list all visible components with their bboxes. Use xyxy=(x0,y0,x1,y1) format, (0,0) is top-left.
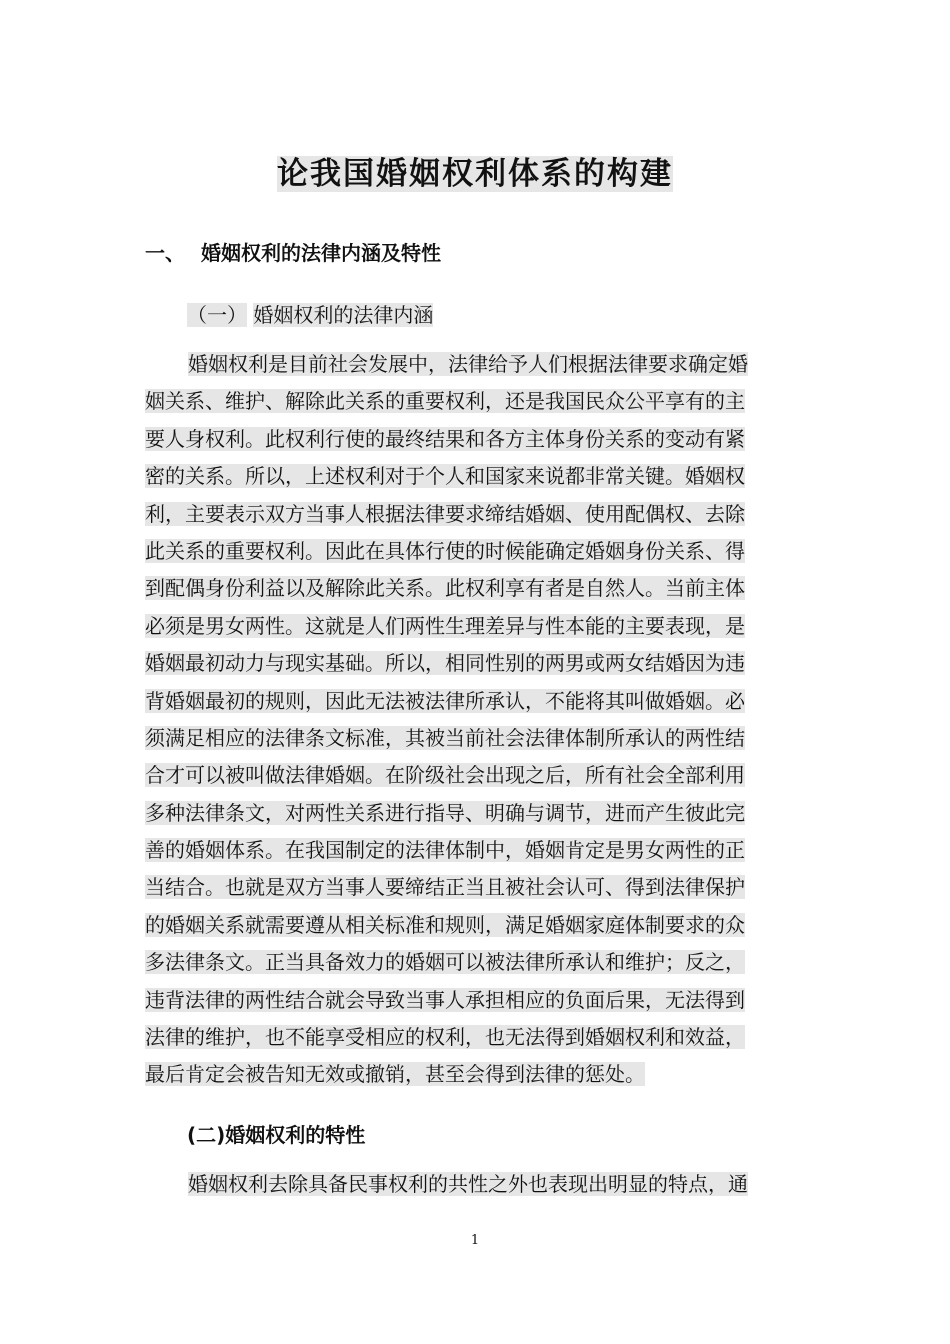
paragraph-line: 要人身权利。此权利行使的最终结果和各方主体身份关系的变动有紧 xyxy=(145,426,745,451)
subsection-heading-text: (二)婚姻权利的特性 xyxy=(187,1123,366,1147)
paragraph-line: 此关系的重要权利。因此在具体行使的时候能确定婚姻身份关系、得 xyxy=(145,538,745,563)
paragraph-line: 婚姻权利去除具备民事权利的共性之外也表现出明显的特点，通 xyxy=(188,1172,748,1196)
paragraph-line: 背婚姻最初的规则，因此无法被法律所承认，不能将其叫做婚姻。必 xyxy=(145,688,745,713)
paragraph-line: 最后肯定会被告知无效或撤销，甚至会得到法律的惩处。 xyxy=(145,1062,645,1087)
paragraph-line: 法律的维护，也不能享受相应的权利，也无法得到婚姻权利和效益， xyxy=(145,1025,745,1050)
section-heading-1 xyxy=(145,238,441,268)
paragraph-line: 利，主要表示双方当事人根据法律要求缔结婚姻、使用配偶权、去除 xyxy=(145,501,745,526)
paragraph-line: 姻关系、维护、解除此关系的重要权利，还是我国民众公平享有的主 xyxy=(145,389,745,414)
subsection-number: （一） xyxy=(187,303,247,327)
paragraph-line: 当结合。也就是双方当事人要缔结正当且被社会认可、得到法律保护 xyxy=(145,875,745,900)
paragraph-line: 违背法律的两性结合就会导致当事人承担相应的负面后果，无法得到 xyxy=(145,987,745,1012)
paragraph-line: 须满足相应的法律条文标准，其被当前社会法律体制所承认的两性结 xyxy=(145,725,745,750)
paragraph-line: 到配偶身份利益以及解除此关系。此权利享有者是自然人。当前主体 xyxy=(145,576,745,601)
paragraph-line: 必须是男女两性。这就是人们两性生理差异与性本能的主要表现，是 xyxy=(145,613,745,638)
paragraph-line: 的婚姻关系就需要遵从相关标准和规则，满足婚姻家庭体制要求的众 xyxy=(145,912,745,937)
subsection-heading-text: 婚姻权利的法律内涵 xyxy=(253,303,434,327)
paragraph-line: 多种法律条文，对两性关系进行指导、明确与调节，进而产生彼此完 xyxy=(145,800,745,825)
document-title xyxy=(0,152,950,196)
paragraph-line: 婚姻权利是目前社会发展中，法律给予人们根据法律要求确定婚 xyxy=(188,352,748,376)
paragraph-line: 婚姻最初动力与现实基础。所以，相同性别的两男或两女结婚因为违 xyxy=(145,651,745,676)
paragraph-legal-meaning xyxy=(145,346,810,1094)
section-heading-text: 婚姻权利的法律内涵及特性 xyxy=(201,241,441,265)
page-number: 1 xyxy=(470,1233,480,1248)
paragraph-characteristics xyxy=(145,1166,810,1203)
document-title-text: 论我国婚姻权利体系的构建 xyxy=(277,156,673,192)
subsection-heading-2 xyxy=(187,1120,365,1150)
section-number: 一、 xyxy=(145,241,185,265)
subsection-heading-1 xyxy=(187,300,433,330)
paragraph-line: 善的婚姻体系。在我国制定的法律体制中，婚姻肯定是男女两性的正 xyxy=(145,838,745,863)
paragraph-line: 密的关系。所以，上述权利对于个人和国家来说都非常关键。婚姻权 xyxy=(145,464,745,489)
paragraph-line: 多法律条文。正当具备效力的婚姻可以被法律所承认和维护；反之， xyxy=(145,950,745,975)
paragraph-line: 合才可以被叫做法律婚姻。在阶级社会出现之后，所有社会全部利用 xyxy=(145,763,745,788)
